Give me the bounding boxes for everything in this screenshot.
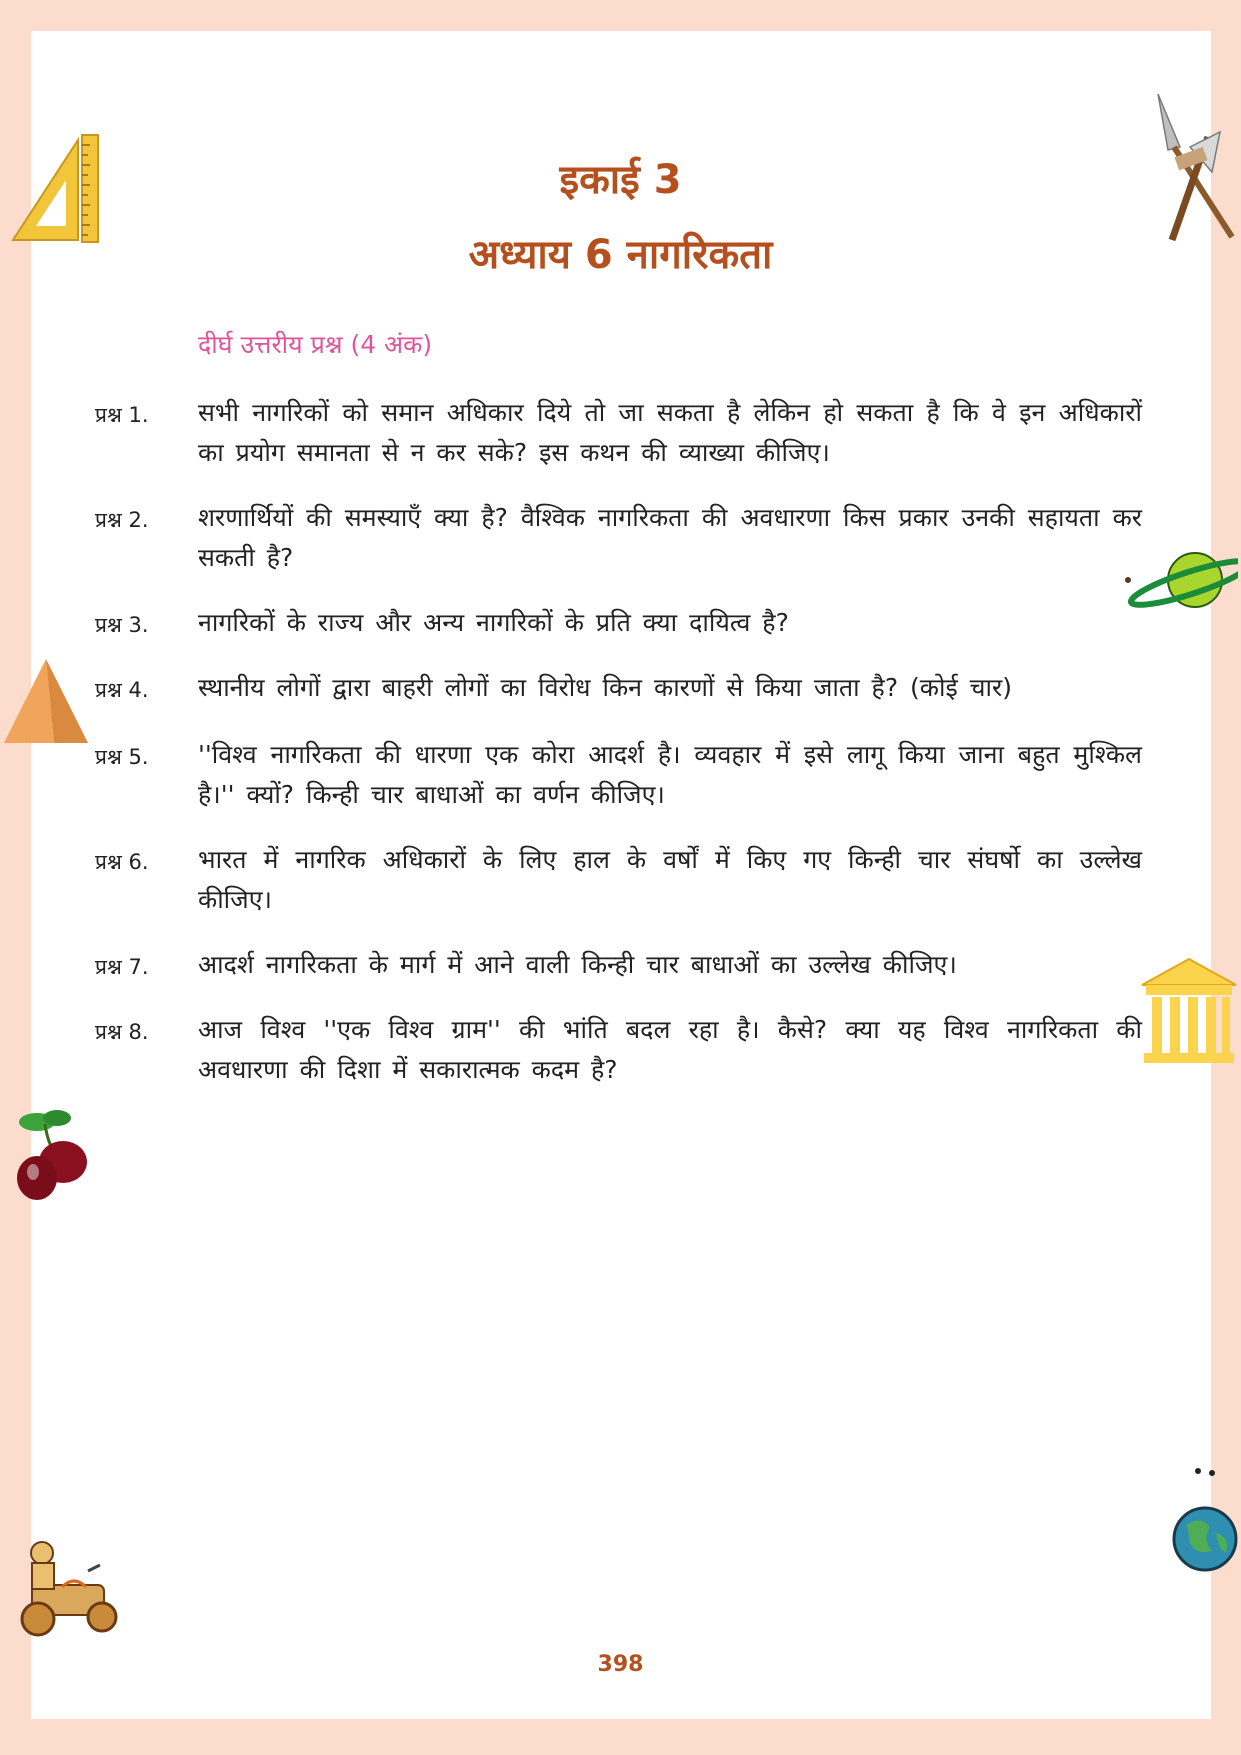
cherries-icon <box>5 1100 90 1205</box>
question-number: प्रश्न 8. <box>95 1020 149 1044</box>
question-text: शरणार्थियों की समस्याएँ क्या है? वैश्विक नागरिकता की अवधारणा किस प्रकार उनकी सहायता कर सकती है? <box>198 503 1142 572</box>
temple-icon <box>1140 955 1238 1067</box>
page-number: 398 <box>597 1652 644 1677</box>
question-number: प्रश्न 3. <box>95 613 149 637</box>
question-number: प्रश्न 5. <box>95 745 149 769</box>
question-number: प्रश्न 1. <box>95 403 149 427</box>
question-text: नागरिकों के राज्य और अन्य नागरिकों के प्रति क्या दायित्व है? <box>198 608 789 637</box>
question-text: आज विश्व ''एक विश्व ग्राम'' की भांति बदल रहा है। कैसे? क्या यह विश्व नागरिकता की अवधारणा की दिशा में सकारात्मक कदम है? <box>198 1015 1142 1084</box>
question-number: प्रश्न 7. <box>95 955 149 979</box>
planet-icon <box>1120 545 1238 615</box>
globe-icon <box>1172 1467 1238 1577</box>
vehicle-icon <box>2 1535 130 1640</box>
set-square-icon <box>8 130 104 245</box>
question-number: प्रश्न 4. <box>95 678 149 702</box>
pyramid-icon <box>2 655 90 747</box>
section-label: दीर्घ उत्तरीय प्रश्न (4 अंक) <box>198 330 433 359</box>
question-text: सभी नागरिकों को समान अधिकार दिये तो जा सकता है लेकिन हो सकता है कि वे इन अधिकारों का प्रयोग समानता से न कर सके? इस कथन की व्याख्या कीजिए। <box>198 398 1142 467</box>
question-text: आदर्श नागरिकता के मार्ग में आने वाली किन्ही चार बाधाओं का उल्लेख कीजिए। <box>198 950 957 979</box>
question-text: भारत में नागरिक अधिकारों के लिए हाल के वर्षों में किए गए किन्ही चार संघर्षो का उल्लेख कीजिए। <box>198 845 1142 914</box>
chapter-title: अध्याय 6 नागरिकता <box>468 232 773 278</box>
question-number: प्रश्न 2. <box>95 508 149 532</box>
question-text: स्थानीय लोगों द्वारा बाहरी लोगों का विरोध किन कारणों से किया जाता है? (कोई चार) <box>198 673 1013 702</box>
unit-title: इकाई 3 <box>559 157 682 203</box>
question-text: ''विश्व नागरिकता की धारणा एक कोरा आदर्श है। व्यवहार में इसे लागू किया जाना बहुत मुश्किल है।'' क्यों? किन्ही चार बाधाओं का वर्णन कीजिए। <box>198 740 1142 809</box>
spear-axe-icon <box>1150 92 1238 242</box>
question-number: प्रश्न 6. <box>95 850 149 874</box>
